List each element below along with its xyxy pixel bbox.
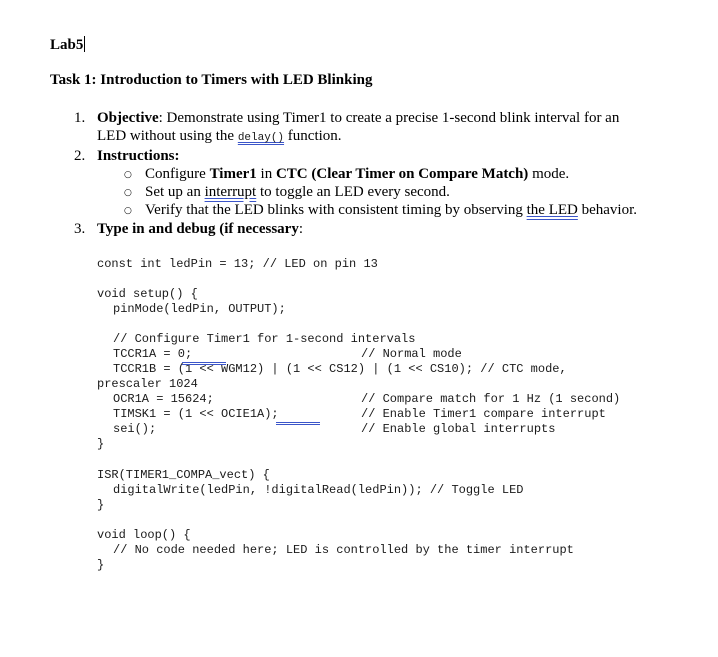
- instruction-2: Set up an interrupt to toggle an LED every second.: [145, 184, 450, 200]
- code-comment: // Enable Timer1 compare interrupt: [361, 407, 606, 421]
- code-comment: // Normal mode: [361, 347, 462, 361]
- grammar-mark: [276, 422, 320, 425]
- code-line: }: [97, 558, 105, 572]
- code-line: TIMSK1 = (1 << OCIE1A);: [113, 407, 279, 421]
- code-comment: // Enable global interrupts: [361, 422, 556, 436]
- item-1-number: 1.: [74, 110, 86, 126]
- text-cursor: [84, 36, 85, 52]
- code-line: sei();: [113, 422, 157, 436]
- objective-line-1: Objective: Demonstrate using Timer1 to create a precise 1-second blink interval for an: [97, 110, 620, 126]
- debug-label: Type in and debug (if necessary:: [97, 221, 303, 237]
- doc-title: Lab5: [50, 37, 84, 53]
- code-line: OCR1A = 15624;: [113, 392, 214, 406]
- code-line: }: [97, 498, 105, 512]
- code-line: pinMode(ledPin, OUTPUT);: [113, 302, 286, 316]
- item-2-number: 2.: [74, 148, 86, 164]
- code-line: // No code needed here; LED is controlled by the timer interrupt: [113, 543, 574, 557]
- code-line: const int ledPin = 13; // LED on pin 13: [97, 257, 378, 271]
- code-line: // Configure Timer1 for 1-second intervals: [113, 332, 416, 346]
- code-line: void setup() {: [97, 287, 198, 301]
- instruction-1: Configure Timer1 in CTC (Clear Timer on Compare Match) mode.: [145, 166, 570, 182]
- grammar-mark: [182, 362, 226, 365]
- bullet-icon: ○: [124, 188, 132, 198]
- code-line: void loop() {: [97, 528, 191, 542]
- bullet-icon: ○: [124, 206, 132, 216]
- item-3-number: 3.: [74, 221, 86, 237]
- code-comment: // Compare match for 1 Hz (1 second): [361, 392, 621, 406]
- code-line: TCCR1A = 0;: [113, 347, 193, 361]
- code-line: ISR(TIMER1_COMPA_vect) {: [97, 468, 270, 482]
- objective-line-2: LED without using the delay() function.: [97, 128, 342, 144]
- code-line: TCCR1B = (1 << WGM12) | (1 << CS12) | (1 << CS10); // CTC mode,: [113, 362, 567, 376]
- code-line: digitalWrite(ledPin, !digitalRead(ledPin)); // Toggle LED: [113, 483, 524, 497]
- delay-code: delay(): [237, 132, 285, 144]
- task-heading: Task 1: Introduction to Timers with LED Blinking: [50, 72, 373, 88]
- instructions-label: Instructions:: [97, 148, 180, 164]
- code-line: prescaler 1024: [97, 377, 198, 391]
- code-line: }: [97, 437, 105, 451]
- instruction-3: Verify that the LED blinks with consistent timing by observing the LED behavior.: [145, 202, 638, 218]
- bullet-icon: ○: [124, 170, 132, 180]
